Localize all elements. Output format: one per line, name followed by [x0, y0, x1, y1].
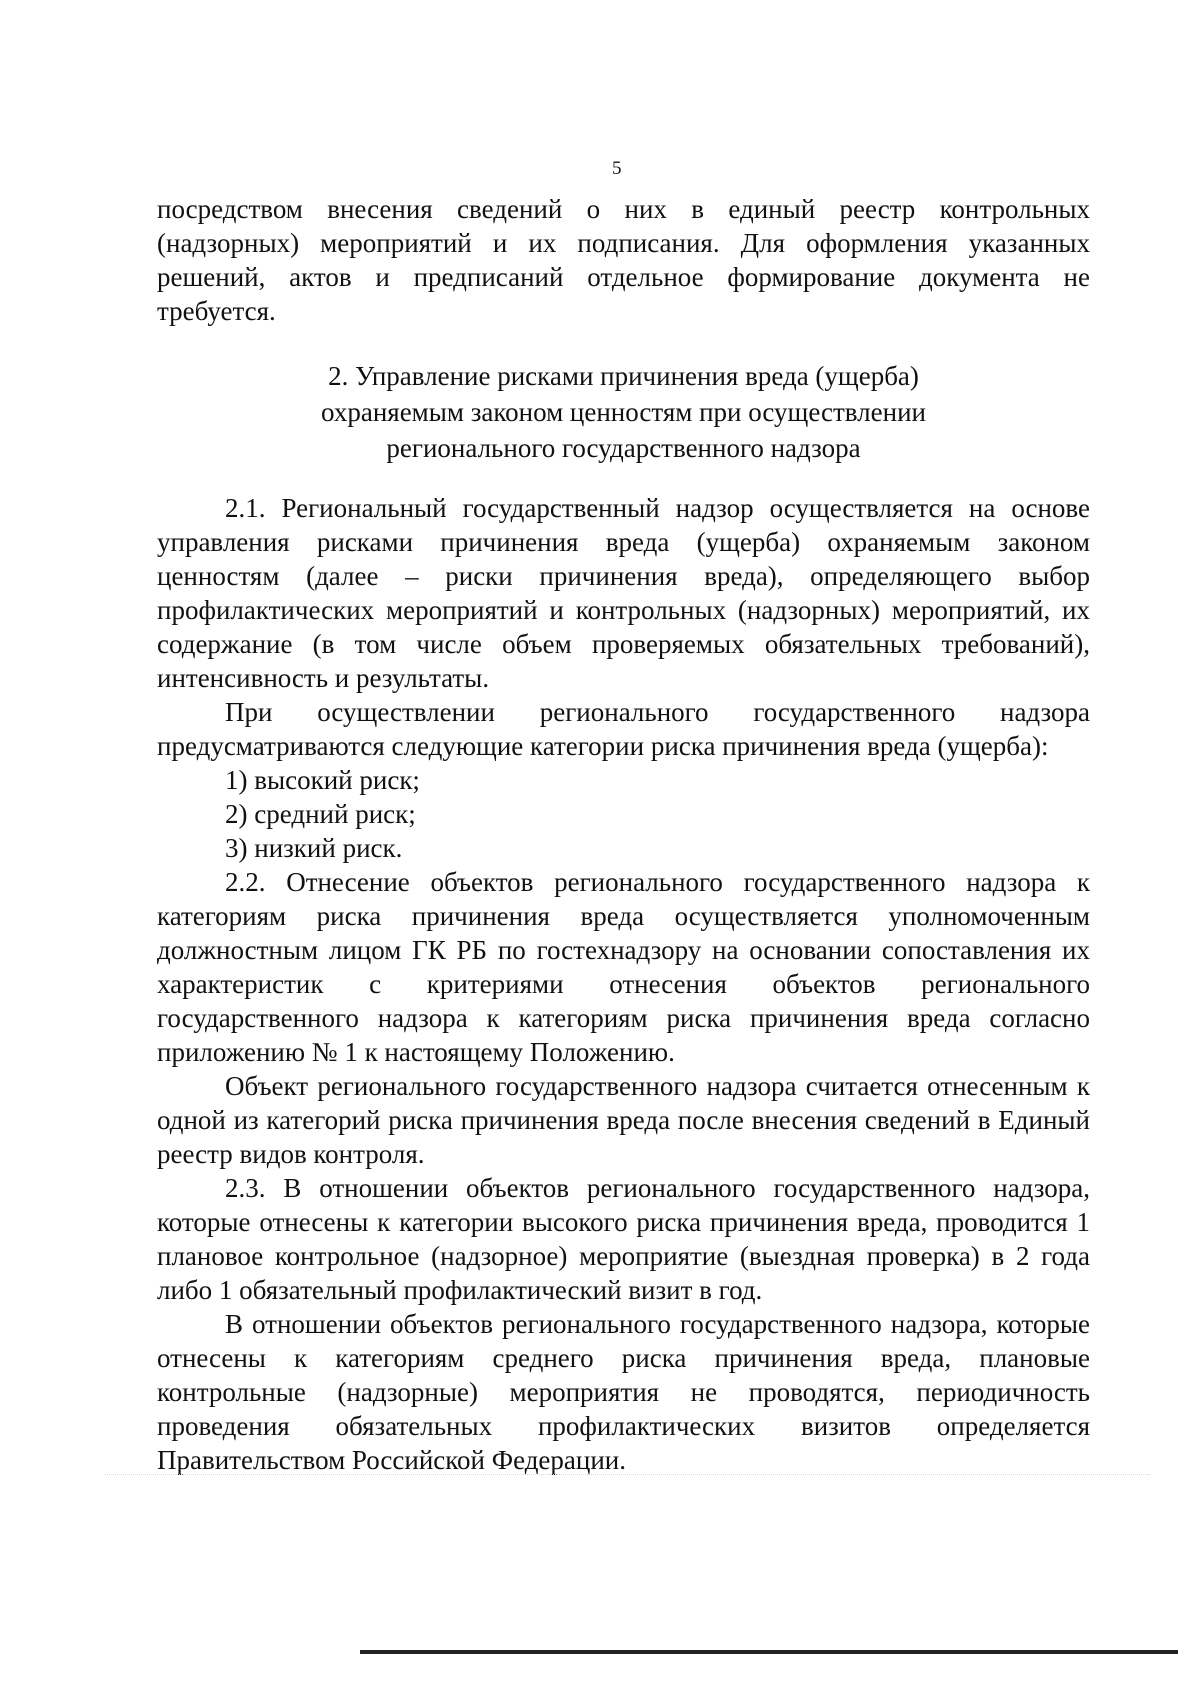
paragraph-2-1: 2.1. Региональный государственный надзор осуществляется на основе управления рисками причинения вреда (ущерба) охраняемым законом ценностям (далее – риски причинения вреда), определяющего выбор профилактических мероприятий и контрольных (надзорных) мероприятий, их содержание (в том числе объем проверяемых обязательных требований), интенсивность и результаты.	[157, 493, 1090, 693]
scan-artifact-line	[105, 1474, 1150, 1476]
paragraph-medium-risk: В отношении объектов регионального государственного надзора, которые отнесены к категориям среднего риска причинения вреда, плановые контрольные (надзорные) мероприятия не проводятся, периодичность проведения обязательных профилактических визитов определяется Правительством Российской Федерации.	[157, 1309, 1090, 1475]
paragraph-2-3: 2.3. В отношении объектов регионального государственного надзора, которые отнесены к категории высокого риска причинения вреда, проводится 1 плановое контрольное (надзорное) мероприятие (выездная проверка) в 2 года либо 1 обязательный профилактический визит в год.	[157, 1173, 1090, 1305]
paragraph-2-2: 2.2. Отнесение объектов регионального государственного надзора к категориям риска причинения вреда осуществляется уполномоченным должностным лицом ГК РБ по гостехнадзору на основании сопоставления их характеристик с критериями отнесения объектов регионального государственного надзора к категориям риска причинения вреда согласно приложению № 1 к настоящему Положению.	[157, 867, 1090, 1067]
risk-list-item-high: 1) высокий риск;	[225, 765, 420, 795]
paragraph-risk-categories: При осуществлении регионального государственного надзора предусматриваются следующие категории риска причинения вреда (ущерба):	[157, 697, 1090, 761]
paragraph-object-category: Объект регионального государственного надзора считается отнесенным к одной из категорий риска причинения вреда после внесения сведений в Единый реестр видов контроля.	[157, 1071, 1090, 1169]
section-heading-line-1: 2. Управление рисками причинения вреда (ущерба)	[328, 361, 919, 391]
intro-paragraph: посредством внесения сведений о них в единый реестр контрольных (надзорных) мероприятий и их подписания. Для оформления указанных решений, актов и предписаний отдельное формирование документа не требуется.	[157, 194, 1090, 326]
footer-rule	[360, 1650, 1178, 1654]
section-heading-line-2: охраняемым законом ценностям при осуществлении	[321, 397, 926, 427]
section-heading	[157, 358, 1090, 466]
risk-list-item-low: 3) низкий риск.	[225, 833, 403, 863]
page-number: 5	[612, 158, 622, 179]
risk-list-item-medium: 2) средний риск;	[225, 799, 416, 829]
section-heading-line-3: регионального государственного надзора	[386, 433, 861, 463]
intro-block	[157, 192, 1090, 328]
body-block	[157, 491, 1090, 1477]
